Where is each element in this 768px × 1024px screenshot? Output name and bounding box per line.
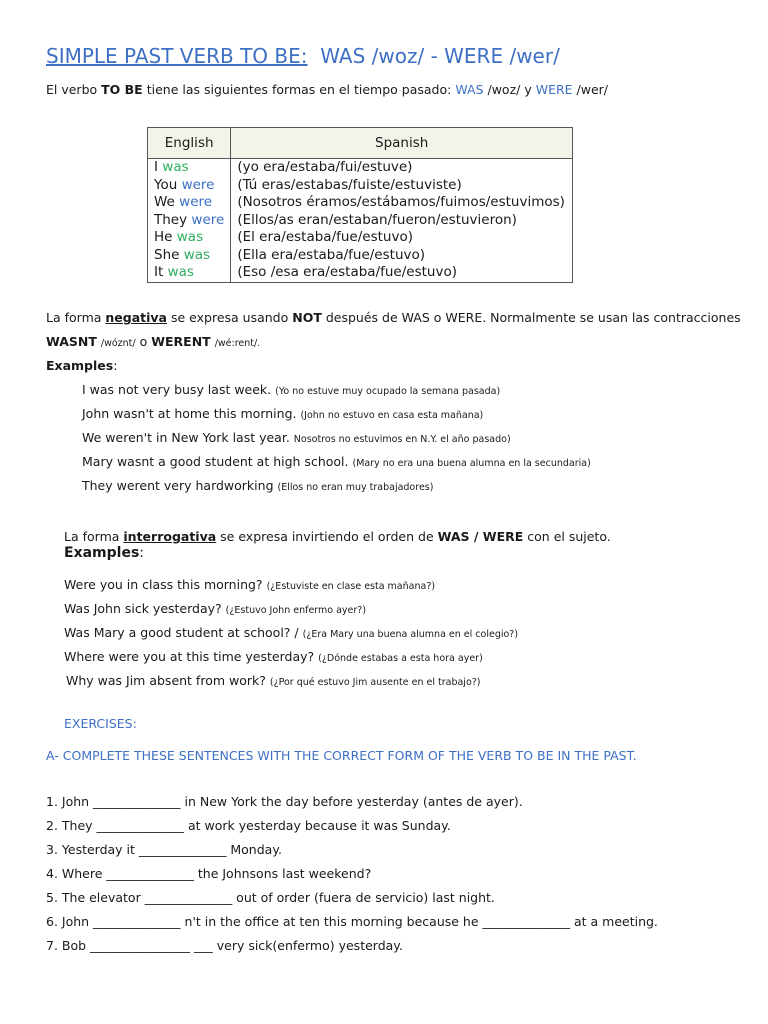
examples-label-text: Examples (46, 358, 114, 373)
exercise-question: 5. The elevator ______________ out of order (fuera de servicio) last night. (46, 890, 495, 905)
spanish-cell: (Nosotros éramos/estábamos/fuimos/estuvimos) (231, 194, 573, 212)
intro-was-pron: /woz/ y (487, 82, 532, 97)
verb-form: was (162, 159, 189, 175)
intro-was: WAS (455, 82, 484, 97)
spanish-cell: (Ellos/as eran/estaban/fueron/estuvieron) (231, 212, 573, 230)
english-cell (148, 177, 231, 195)
interrogative-text3: con el sujeto. (527, 529, 611, 544)
example-spanish: (Ellos no eran muy trabajadores) (277, 482, 434, 493)
table-row (148, 229, 573, 247)
pronoun: She (154, 246, 180, 263)
list-item (82, 382, 500, 397)
negative-text1: La forma (46, 310, 102, 325)
example-english: John wasn't at home this morning. (82, 406, 297, 421)
verb-forms-table (147, 127, 573, 283)
verb-form: was (183, 246, 211, 263)
examples-label-colon: : (113, 358, 118, 373)
verb-form: was (176, 229, 204, 245)
interrogative-text2: se expresa invirtiendo el orden de (220, 529, 434, 544)
example-spanish: (¿Estuvo John enfermo ayer?) (225, 605, 367, 616)
list-item (82, 406, 483, 421)
exercise-question: 2. They ______________ at work yesterday because it was Sunday. (46, 818, 451, 833)
intro-text: El verbo (46, 82, 98, 97)
negative-wasnt-pron: /wóznt/ (100, 338, 136, 349)
example-english: They werent very hardworking (82, 478, 274, 493)
table-row (148, 194, 573, 212)
example-spanish: (¿Dónde estabas a esta hora ayer) (318, 653, 483, 664)
interrogative-text1: La forma (64, 529, 120, 544)
pronoun: I (154, 159, 158, 175)
example-english: Was Mary a good student at school? / (64, 625, 299, 640)
spanish-cell: (yo era/estaba/fui/estuve) (231, 159, 573, 177)
list-item (82, 478, 433, 493)
interrogative-keyword: interrogativa (123, 529, 217, 544)
list-item (64, 649, 483, 664)
example-spanish: (¿Era Mary una buena alumna en el colegio?) (302, 629, 519, 640)
negative-werent: WERENT (151, 334, 211, 349)
exercise-question: 1. John ______________ in New York the day before yesterday (antes de ayer). (46, 794, 523, 809)
negative-keyword: negativa (105, 310, 167, 325)
negative-not: NOT (292, 310, 322, 325)
interrogative-examples-label (64, 545, 144, 561)
negative-examples-label (46, 358, 117, 373)
table-row (148, 212, 573, 230)
intro-to-be: TO BE (101, 82, 143, 97)
list-item (82, 430, 511, 445)
list-item (64, 577, 435, 592)
example-english: Were you in class this morning? (64, 577, 263, 592)
column-header-english: English (148, 128, 231, 159)
intro-were-pron: /wer/ (576, 82, 609, 97)
example-english: I was not very busy last week. (82, 382, 272, 397)
spanish-cell: (Ella era/estaba/fue/estuvo) (231, 247, 573, 265)
column-header-spanish: Spanish (231, 128, 573, 159)
title-were-pron: /wer/ (509, 44, 560, 68)
exercises-heading: EXERCISES: (64, 716, 137, 731)
page-title (46, 44, 560, 68)
title-were: WERE (444, 44, 504, 68)
table-header-row (148, 128, 573, 159)
pronoun: You (154, 176, 178, 193)
intro-paragraph (46, 82, 608, 97)
negative-o: o (139, 334, 148, 349)
spanish-cell: (El era/estaba/fue/estuvo) (231, 229, 573, 247)
title-dash: - (430, 44, 438, 68)
title-was-pron: /woz/ (371, 44, 425, 68)
example-english: We weren't in New York last year. (82, 430, 290, 445)
example-english: Why was Jim absent from work? (66, 673, 266, 688)
english-cell (148, 159, 231, 177)
spanish-cell: (Tú eras/estabas/fuiste/estuviste) (231, 177, 573, 195)
interrogative-was-were: WAS / WERE (437, 529, 524, 544)
verb-form: were (181, 176, 215, 193)
spanish-cell: (Eso /esa era/estaba/fue/estuvo) (231, 264, 573, 282)
example-spanish: Nosotros no estuvimos en N.Y. el año pasado) (293, 434, 511, 445)
negative-paragraph-line2 (46, 334, 260, 349)
negative-text2: se expresa usando (170, 310, 289, 325)
table-row (148, 177, 573, 195)
english-cell (148, 247, 231, 265)
english-cell (148, 212, 231, 230)
table-row (148, 264, 573, 282)
negative-text3: después de WAS o WERE. Normalmente se usan las contracciones (325, 310, 741, 325)
intro-text2: tiene las siguientes formas en el tiempo pasado: (146, 82, 452, 97)
exercise-question: 7. Bob ________________ ___ very sick(enfermo) yesterday. (46, 938, 403, 953)
list-item (82, 454, 591, 469)
exercise-question: 3. Yesterday it ______________ Monday. (46, 842, 282, 857)
example-spanish: (John no estuvo en casa esta mañana) (300, 410, 484, 421)
example-spanish: (¿Estuviste en clase esta mañana?) (266, 581, 436, 592)
example-spanish: (Yo no estuve muy ocupado la semana pasada) (275, 386, 501, 397)
exercise-a-instructions: A- COMPLETE THESE SENTENCES WITH THE CORRECT FORM OF THE VERB TO BE IN THE PAST. (46, 748, 637, 763)
title-was: WAS (320, 44, 366, 68)
pronoun: It (154, 264, 164, 280)
list-item (64, 625, 518, 640)
example-english: Was John sick yesterday? (64, 601, 222, 616)
verb-form: were (179, 194, 213, 210)
example-spanish: (Mary no era una buena alumna en la secundaria) (352, 458, 591, 469)
verb-form: were (191, 211, 225, 228)
example-english: Where were you at this time yesterday? (64, 649, 315, 664)
table-row (148, 159, 573, 177)
pronoun: They (154, 211, 188, 228)
english-cell (148, 229, 231, 247)
english-cell (148, 264, 231, 282)
negative-wasnt: WASNT (46, 334, 97, 349)
negative-paragraph-line1 (46, 310, 741, 325)
title-part1: SIMPLE PAST VERB TO BE: (46, 44, 308, 68)
list-item (66, 673, 481, 688)
table-row (148, 247, 573, 265)
exercise-question: 6. John ______________ n't in the office at ten this morning because he ______________ at a meeting. (46, 914, 658, 929)
negative-werent-pron: /wé:rent/. (214, 338, 261, 349)
exercise-question: 4. Where ______________ the Johnsons last weekend? (46, 866, 372, 881)
example-english: Mary wasnt a good student at high school. (82, 454, 349, 469)
examples-label-text: Examples (64, 545, 140, 561)
pronoun: He (154, 229, 173, 245)
intro-were: WERE (535, 82, 573, 97)
example-spanish: (¿Por qué estuvo Jim ausente en el trabajo?) (269, 677, 481, 688)
verb-form: was (167, 264, 194, 280)
pronoun: We (154, 194, 175, 210)
interrogative-paragraph (64, 529, 611, 544)
english-cell (148, 194, 231, 212)
list-item (64, 601, 366, 616)
examples-label-colon: : (139, 545, 144, 561)
